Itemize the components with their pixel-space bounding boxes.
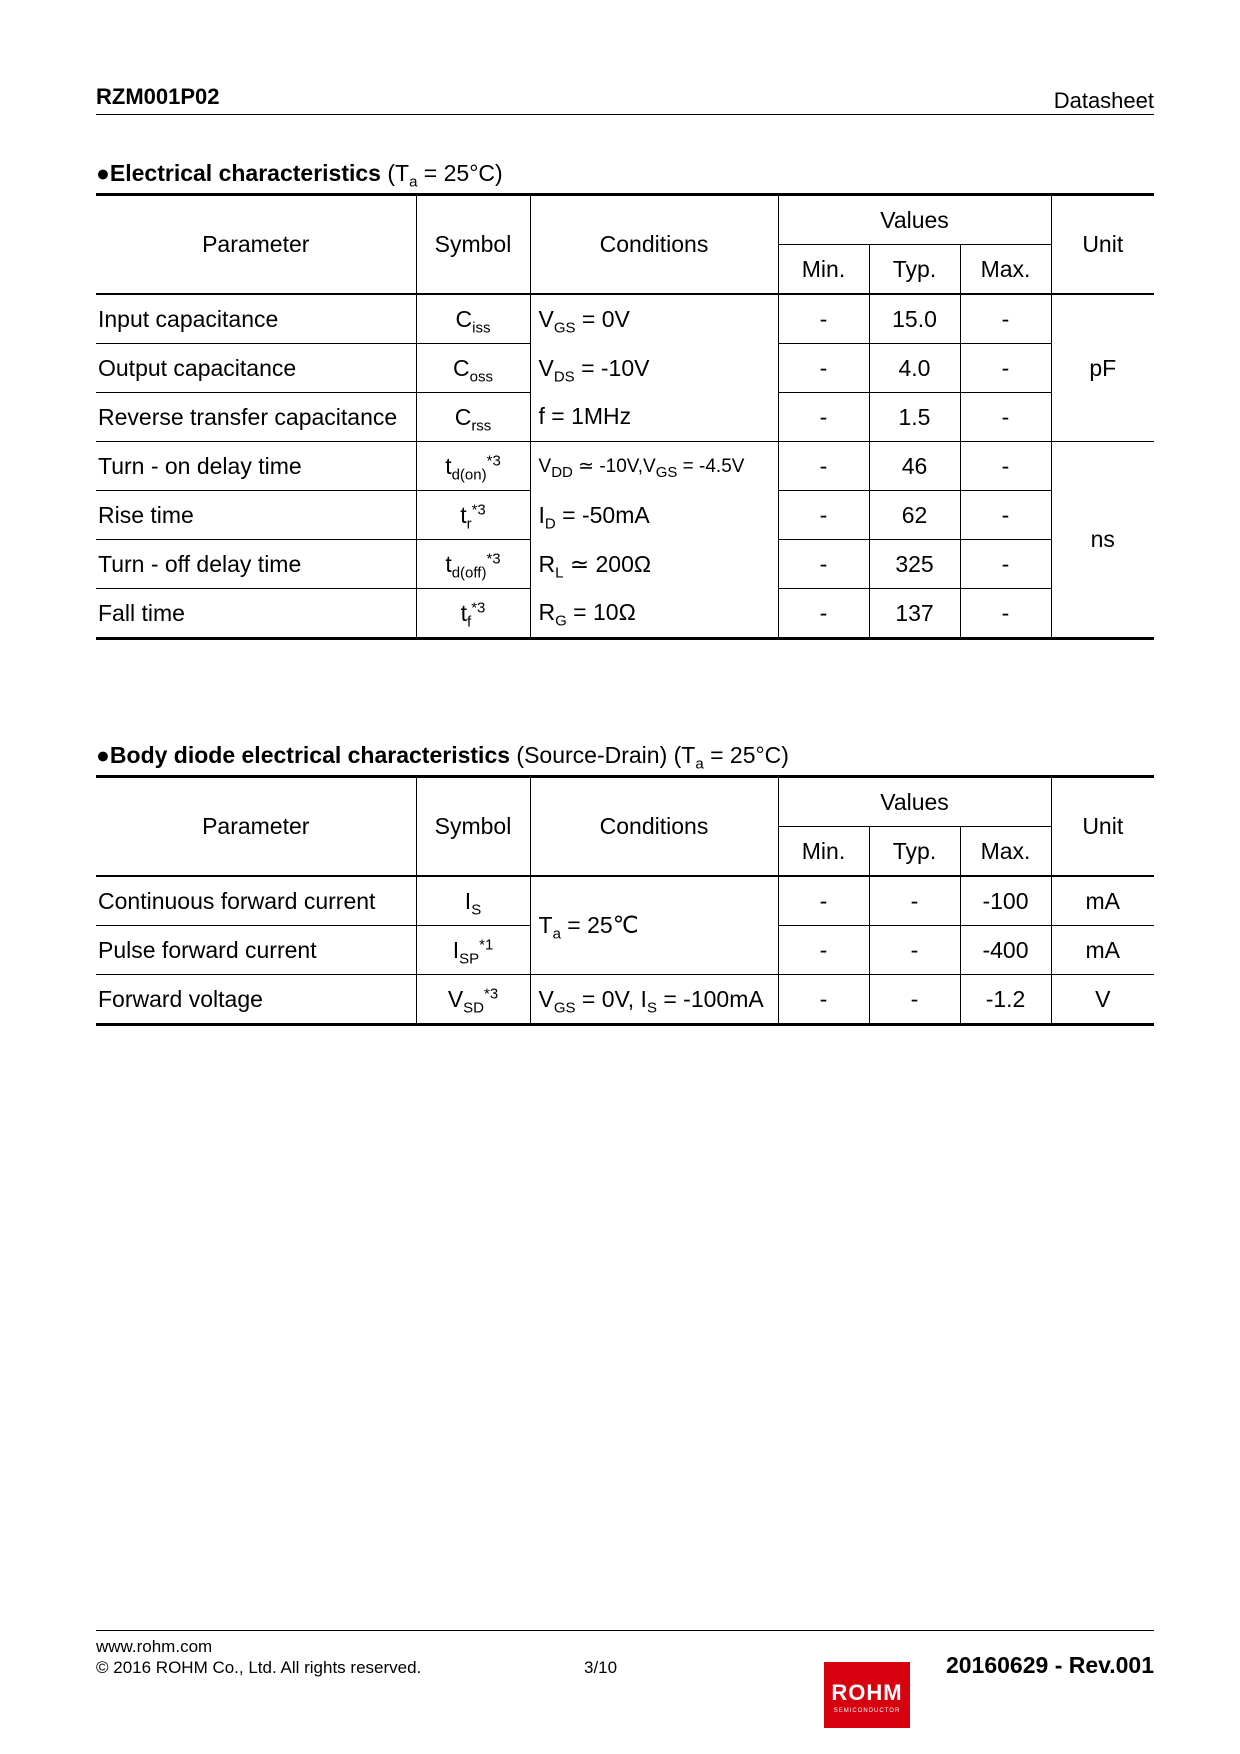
condition-cell: $I_D = -50mA$ [530, 491, 778, 540]
typ-cell: 137 [869, 589, 960, 639]
min-cell: - [778, 589, 869, 639]
table-row [96, 491, 1154, 540]
col-header-parameter: Parameter [96, 777, 416, 877]
body-diode-table [96, 775, 1154, 1026]
condition-cell: $V_{GS} = 0V$, $I_S = -100mA$ [530, 975, 778, 1025]
doc-type: Datasheet [1053, 88, 1154, 113]
typ-cell: 62 [869, 491, 960, 540]
min-cell: - [778, 926, 869, 975]
unit-cell: ns [1051, 442, 1154, 639]
symbol-cell: $t_{d(off)}^{*3}$ [416, 540, 530, 589]
param-cell: Forward voltage [96, 975, 416, 1025]
min-cell: - [778, 294, 869, 344]
col-header-values: Values [778, 195, 1051, 245]
col-header-symbol: Symbol [416, 195, 530, 295]
min-cell: - [778, 491, 869, 540]
typ-cell: 15.0 [869, 294, 960, 344]
param-cell: Rise time [96, 491, 416, 540]
col-header-unit: Unit [1051, 195, 1154, 295]
copyright: © 2016 ROHM Co., Ltd. All rights reserved. [96, 1658, 422, 1677]
typ-cell: 325 [869, 540, 960, 589]
condition-cell: f = 1MHz [530, 393, 778, 442]
param-cell: Pulse forward current [96, 926, 416, 975]
max-cell: - [960, 540, 1051, 589]
electrical-characteristics-table [96, 193, 1154, 640]
table-row [96, 442, 1154, 491]
col-header-min: Min. [778, 245, 869, 295]
col-header-unit: Unit [1051, 777, 1154, 877]
max-cell: - [960, 589, 1051, 639]
symbol-cell: $t_r^{*3}$ [416, 491, 530, 540]
symbol-cell: $C_{oss}$ [416, 344, 530, 393]
unit-cell: pF [1051, 294, 1154, 442]
col-header-typ: Typ. [869, 827, 960, 877]
symbol-cell: $t_f^{*3}$ [416, 589, 530, 639]
col-header-max: Max. [960, 827, 1051, 877]
page-number: 3/10 [584, 1658, 618, 1677]
col-header-symbol: Symbol [416, 777, 530, 877]
table-row [96, 876, 1154, 926]
website-link[interactable]: www.rohm.com [96, 1637, 213, 1656]
condition-cell: $R_G = 10\Omega$ [530, 589, 778, 639]
table-row [96, 344, 1154, 393]
max-cell: - [960, 491, 1051, 540]
param-cell: Input capacitance [96, 294, 416, 344]
table-row [96, 393, 1154, 442]
typ-cell: - [869, 975, 960, 1025]
revision: 20160629 - Rev.001 [945, 1652, 1154, 1678]
min-cell: - [778, 442, 869, 491]
page-footer [96, 1630, 1154, 1678]
min-cell: - [778, 975, 869, 1025]
table-row [96, 589, 1154, 639]
min-cell: - [778, 344, 869, 393]
col-header-min: Min. [778, 827, 869, 877]
condition-cell: $V_{DS} = -10V$ [530, 344, 778, 393]
symbol-cell: $C_{iss}$ [416, 294, 530, 344]
condition-cell: $R_L$ ≃ 200Ω [530, 540, 778, 589]
max-cell: - [960, 344, 1051, 393]
page-header [96, 84, 1154, 115]
unit-cell: mA [1051, 926, 1154, 975]
col-header-parameter: Parameter [96, 195, 416, 295]
condition-cell: $T_a$ = 25℃ [530, 876, 778, 975]
condition-cell: $V_{GS} = 0V$ [530, 294, 778, 344]
max-cell: -400 [960, 926, 1051, 975]
col-header-conditions: Conditions [530, 195, 778, 295]
param-cell: Output capacitance [96, 344, 416, 393]
param-cell: Fall time [96, 589, 416, 639]
max-cell: - [960, 442, 1051, 491]
col-header-values: Values [778, 777, 1051, 827]
max-cell: - [960, 393, 1051, 442]
param-cell: Continuous forward current [96, 876, 416, 926]
symbol-cell: $C_{rss}$ [416, 393, 530, 442]
table-row [96, 294, 1154, 344]
param-cell: Turn - off delay time [96, 540, 416, 589]
section-title-body-diode: ●Body diode electrical characteristics (Source-Drain) $(T_a = 25^\circ C)$ [96, 742, 789, 773]
min-cell: - [778, 876, 869, 926]
bullet-icon: ● [96, 160, 110, 186]
min-cell: - [778, 393, 869, 442]
min-cell: - [778, 540, 869, 589]
typ-cell: - [869, 926, 960, 975]
max-cell: -1.2 [960, 975, 1051, 1025]
typ-cell: 1.5 [869, 393, 960, 442]
col-header-max: Max. [960, 245, 1051, 295]
section-title-electrical: ●Electrical characteristics $(T_a = 25^\circ C)$ [96, 160, 503, 191]
bullet-icon: ● [96, 742, 110, 768]
typ-cell: 46 [869, 442, 960, 491]
symbol-cell: $V_{SD}^{*3}$ [416, 975, 530, 1025]
col-header-typ: Typ. [869, 245, 960, 295]
unit-cell: V [1051, 975, 1154, 1025]
symbol-cell: $I_S$ [416, 876, 530, 926]
symbol-cell: $t_{d(on)}^{*3}$ [416, 442, 530, 491]
rohm-logo: ROHM SEMICONDUCTOR [824, 1662, 910, 1728]
param-cell: Turn - on delay time [96, 442, 416, 491]
typ-cell: 4.0 [869, 344, 960, 393]
part-number: RZM001P02 [96, 84, 220, 109]
max-cell: -100 [960, 876, 1051, 926]
unit-cell: mA [1051, 876, 1154, 926]
table-row [96, 540, 1154, 589]
param-cell: Reverse transfer capacitance [96, 393, 416, 442]
max-cell: - [960, 294, 1051, 344]
typ-cell: - [869, 876, 960, 926]
col-header-conditions: Conditions [530, 777, 778, 877]
condition-cell: $V_{DD}$ ≃ $-10V,V_{GS} = -4.5V$ [530, 442, 778, 491]
table-row [96, 975, 1154, 1025]
symbol-cell: $I_{SP}^{*1}$ [416, 926, 530, 975]
